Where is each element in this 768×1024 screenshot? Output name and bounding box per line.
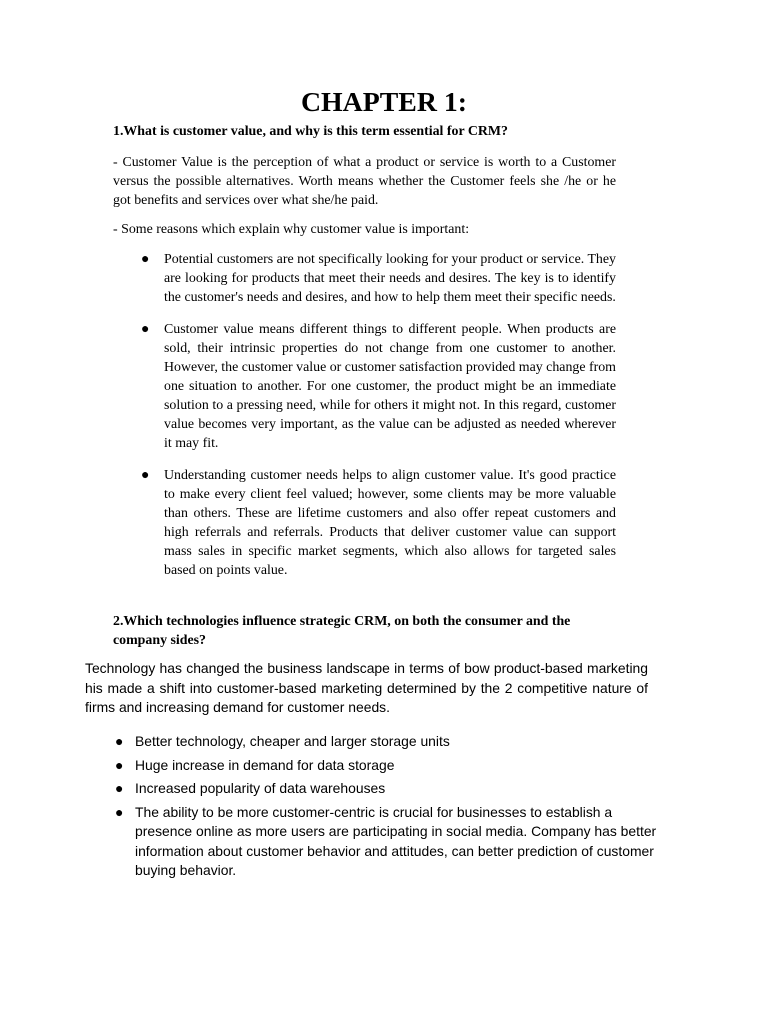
question-1-heading: 1.What is customer value, and why is this term essential for CRM? [113,124,508,139]
bullet-icon: ● [115,733,124,749]
list-item-text: Increased popularity of data warehouses [135,780,386,796]
list-item [113,320,616,453]
list-item-text: Customer value means different things to different people. When products are sold, their intrinsic properties do not change from one customer to another. However, the customer value or customer satisfaction provided may change from one situation to another. For one customer, the product might be an immediate solution to a pressing need, while for others it might not. In this regard, customer value becomes very important, as the value can be adjusted as needed wherever it may fit. [164,322,616,451]
technology-paragraph: Technology has changed the business landscape in terms of bow product-based marketing his made a shift into customer-based marketing determined by the 2 competitive nature of firms and increasing demand for customer needs. [85,660,648,715]
list-item [113,250,616,307]
bullet-icon: ● [115,756,124,773]
bullet-icon: ● [115,803,124,820]
bullet-icon: ● [141,252,150,267]
question-2-heading: 2.Which technologies influence strategic CRM, on both the consumer and the company sides? [113,614,571,648]
list-item-text: Potential customers are not specifically looking for your product or service. They are looking for products that meet their needs and desires. The key is to identify the customer's needs and desires, and how to help them meet their specific needs. [164,252,616,305]
bullet-icon: ● [141,322,150,337]
list-item [113,466,616,580]
list-item-text: Better technology, cheaper and larger storage units [135,733,450,749]
list-item-text: Understanding customer needs helps to align customer value. It's good practice to make every client feel valued; however, some clients may be more valuable than others. These are lifetime customers and also offer repeat customers and high referrals and referrals. Products that deliver customer value can support mass sales in specific market segments, which also allows for targeted sales based on points value. [164,468,616,578]
list-item [85,756,665,776]
list-item-text: The ability to be more customer-centric is crucial for businesses to establish a presence online as more users are participating in social media. Company has better information about customer behavior and attitudes, can better prediction of customer buying behavior. [135,803,657,878]
chapter-title: CHAPTER 1: [300,87,467,118]
list-item [85,732,665,752]
reasons-intro: - Some reasons which explain why customer value is important: [113,222,470,237]
list-item [85,803,665,881]
list-item [85,779,665,799]
reasons-list [113,250,616,593]
bullet-icon: ● [141,468,150,483]
technology-list [85,732,665,885]
customer-value-definition: - Customer Value is the perception of what a product or service is worth to a Customer versus the possible alternatives. Worth means whether the Customer feels she /he or he got benefits and services over what she/he paid. [113,155,616,208]
list-item-text: Huge increase in demand for data storage [135,756,395,773]
bullet-icon: ● [115,780,124,796]
